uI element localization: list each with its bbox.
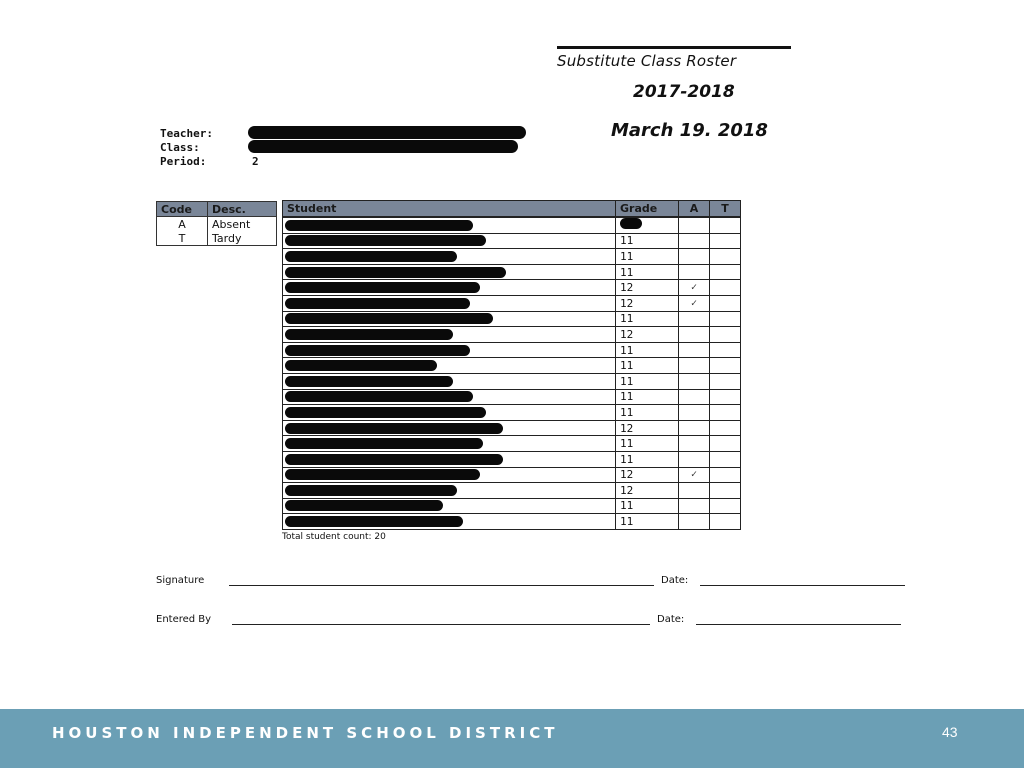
date-label: Date: (661, 575, 689, 586)
tardy-mark (710, 514, 741, 530)
student-grade: 11 (616, 342, 679, 358)
table-row (283, 373, 741, 389)
tardy-mark (710, 264, 741, 280)
period-label: Period: (160, 155, 207, 168)
table-row (283, 467, 741, 483)
period-value: 2 (252, 155, 259, 168)
class-name-redacted (248, 140, 518, 153)
student-name-redacted (283, 233, 616, 249)
signature-line (229, 585, 654, 586)
student-grade: 11 (616, 233, 679, 249)
redaction-bar (285, 485, 457, 496)
redaction-bar (285, 500, 443, 511)
class-label: Class: (160, 141, 200, 154)
table-row (283, 217, 741, 233)
roster-date: March 19. 2018 (611, 120, 768, 141)
student-name-redacted (283, 467, 616, 483)
student-name-redacted (283, 420, 616, 436)
entered-by-line (232, 624, 650, 625)
signature-label: Signature (156, 575, 205, 586)
tardy-mark (710, 327, 741, 343)
table-row (283, 436, 741, 452)
legend-code: T (157, 231, 208, 246)
student-name-redacted (283, 342, 616, 358)
legend-desc: Tardy (208, 231, 277, 246)
date-line (700, 585, 905, 586)
student-name-redacted (283, 295, 616, 311)
legend-desc: Absent (208, 217, 277, 232)
student-grade: 12 (616, 420, 679, 436)
redaction-bar (285, 220, 473, 231)
absent-mark (679, 451, 710, 467)
table-row (283, 311, 741, 327)
table-row (283, 327, 741, 343)
table-row (283, 295, 741, 311)
table-row (283, 420, 741, 436)
date-line-2 (696, 624, 901, 625)
absent-mark (679, 327, 710, 343)
student-grade: 11 (616, 311, 679, 327)
student-name-redacted (283, 514, 616, 530)
tardy-mark (710, 217, 741, 233)
student-grade: 11 (616, 498, 679, 514)
student-grade: 11 (616, 451, 679, 467)
student-name-redacted (283, 264, 616, 280)
tardy-mark (710, 373, 741, 389)
teacher-label: Teacher: (160, 127, 213, 140)
redaction-bar (285, 407, 486, 418)
date-label-2: Date: (657, 614, 685, 625)
legend-header-desc: Desc. (208, 202, 277, 217)
student-name-redacted (283, 389, 616, 405)
redaction-bar (285, 360, 437, 371)
absent-mark (679, 217, 710, 233)
student-grade: 11 (616, 373, 679, 389)
tardy-mark (710, 420, 741, 436)
absent-mark: ✓ (679, 467, 710, 483)
absent-mark (679, 311, 710, 327)
student-name-redacted (283, 311, 616, 327)
student-grade: 11 (616, 358, 679, 374)
tardy-mark (710, 280, 741, 296)
header-grade: Grade (616, 201, 679, 218)
student-grade: 11 (616, 389, 679, 405)
absent-mark (679, 233, 710, 249)
table-row (283, 483, 741, 499)
redaction-bar (285, 469, 480, 480)
legend-code: A (157, 217, 208, 232)
student-grade: 11 (616, 514, 679, 530)
redaction-bar (285, 282, 480, 293)
absent-mark (679, 358, 710, 374)
absent-mark: ✓ (679, 280, 710, 296)
student-grade: 11 (616, 249, 679, 265)
student-name-redacted (283, 280, 616, 296)
table-row (283, 514, 741, 530)
redaction-bar (285, 329, 453, 340)
absent-mark (679, 420, 710, 436)
table-row (283, 405, 741, 421)
student-grade: 11 (616, 405, 679, 421)
tardy-mark (710, 342, 741, 358)
table-row (283, 342, 741, 358)
legend-header-code: Code (157, 202, 208, 217)
legend-row (157, 231, 277, 246)
student-name-redacted (283, 436, 616, 452)
redaction-bar (285, 516, 463, 527)
student-name-redacted (283, 327, 616, 343)
student-name-redacted (283, 249, 616, 265)
table-row (283, 358, 741, 374)
table-row (283, 451, 741, 467)
redaction-bar (285, 376, 453, 387)
absent-mark (679, 389, 710, 405)
tardy-mark (710, 295, 741, 311)
student-grade: 12 (616, 483, 679, 499)
student-grade (616, 217, 679, 233)
absent-mark (679, 342, 710, 358)
student-name-redacted (283, 373, 616, 389)
title-rule (557, 46, 791, 49)
tardy-mark (710, 451, 741, 467)
redaction-bar (285, 298, 470, 309)
tardy-mark (710, 436, 741, 452)
district-name: HOUSTON INDEPENDENT SCHOOL DISTRICT (52, 724, 559, 742)
teacher-name-redacted (248, 126, 526, 139)
absent-mark (679, 483, 710, 499)
tardy-mark (710, 405, 741, 421)
absent-mark (679, 249, 710, 265)
total-student-count: Total student count: 20 (282, 532, 386, 542)
redaction-bar (285, 235, 486, 246)
absent-mark (679, 436, 710, 452)
absent-mark (679, 264, 710, 280)
student-name-redacted (283, 358, 616, 374)
student-name-redacted (283, 451, 616, 467)
redaction-bar (285, 345, 470, 356)
tardy-mark (710, 233, 741, 249)
header-tardy: T (710, 201, 741, 218)
table-row (283, 249, 741, 265)
tardy-mark (710, 467, 741, 483)
header-student: Student (283, 201, 616, 218)
absent-mark (679, 514, 710, 530)
redaction-bar (285, 313, 493, 324)
student-grade: 12 (616, 327, 679, 343)
student-name-redacted (283, 405, 616, 421)
student-grade: 11 (616, 436, 679, 452)
student-name-redacted (283, 483, 616, 499)
code-legend-table (156, 201, 277, 246)
tardy-mark (710, 389, 741, 405)
redaction-bar (285, 423, 503, 434)
student-grade: 11 (616, 264, 679, 280)
redaction-bar (285, 267, 506, 278)
redaction-bar (285, 438, 483, 449)
absent-mark: ✓ (679, 295, 710, 311)
redaction-bar (285, 454, 503, 465)
student-grade: 12 (616, 280, 679, 296)
entered-by-label: Entered By (156, 614, 212, 625)
table-row (283, 389, 741, 405)
absent-mark (679, 405, 710, 421)
tardy-mark (710, 358, 741, 374)
tardy-mark (710, 498, 741, 514)
table-row (283, 233, 741, 249)
tardy-mark (710, 483, 741, 499)
page-number: 43 (942, 724, 958, 740)
student-name-redacted (283, 498, 616, 514)
student-name-redacted (283, 217, 616, 233)
student-grade: 12 (616, 467, 679, 483)
header-absent: A (679, 201, 710, 218)
redaction-bar (285, 251, 457, 262)
tardy-mark (710, 249, 741, 265)
legend-row (157, 217, 277, 232)
tardy-mark (710, 311, 741, 327)
grade-redacted (620, 218, 642, 229)
absent-mark (679, 373, 710, 389)
table-row (283, 280, 741, 296)
redaction-bar (285, 391, 473, 402)
student-grade: 12 (616, 295, 679, 311)
student-roster-table (282, 200, 741, 530)
absent-mark (679, 498, 710, 514)
roster-title: Substitute Class Roster (557, 52, 737, 70)
table-row (283, 264, 741, 280)
school-year: 2017-2018 (633, 82, 735, 102)
table-row (283, 498, 741, 514)
